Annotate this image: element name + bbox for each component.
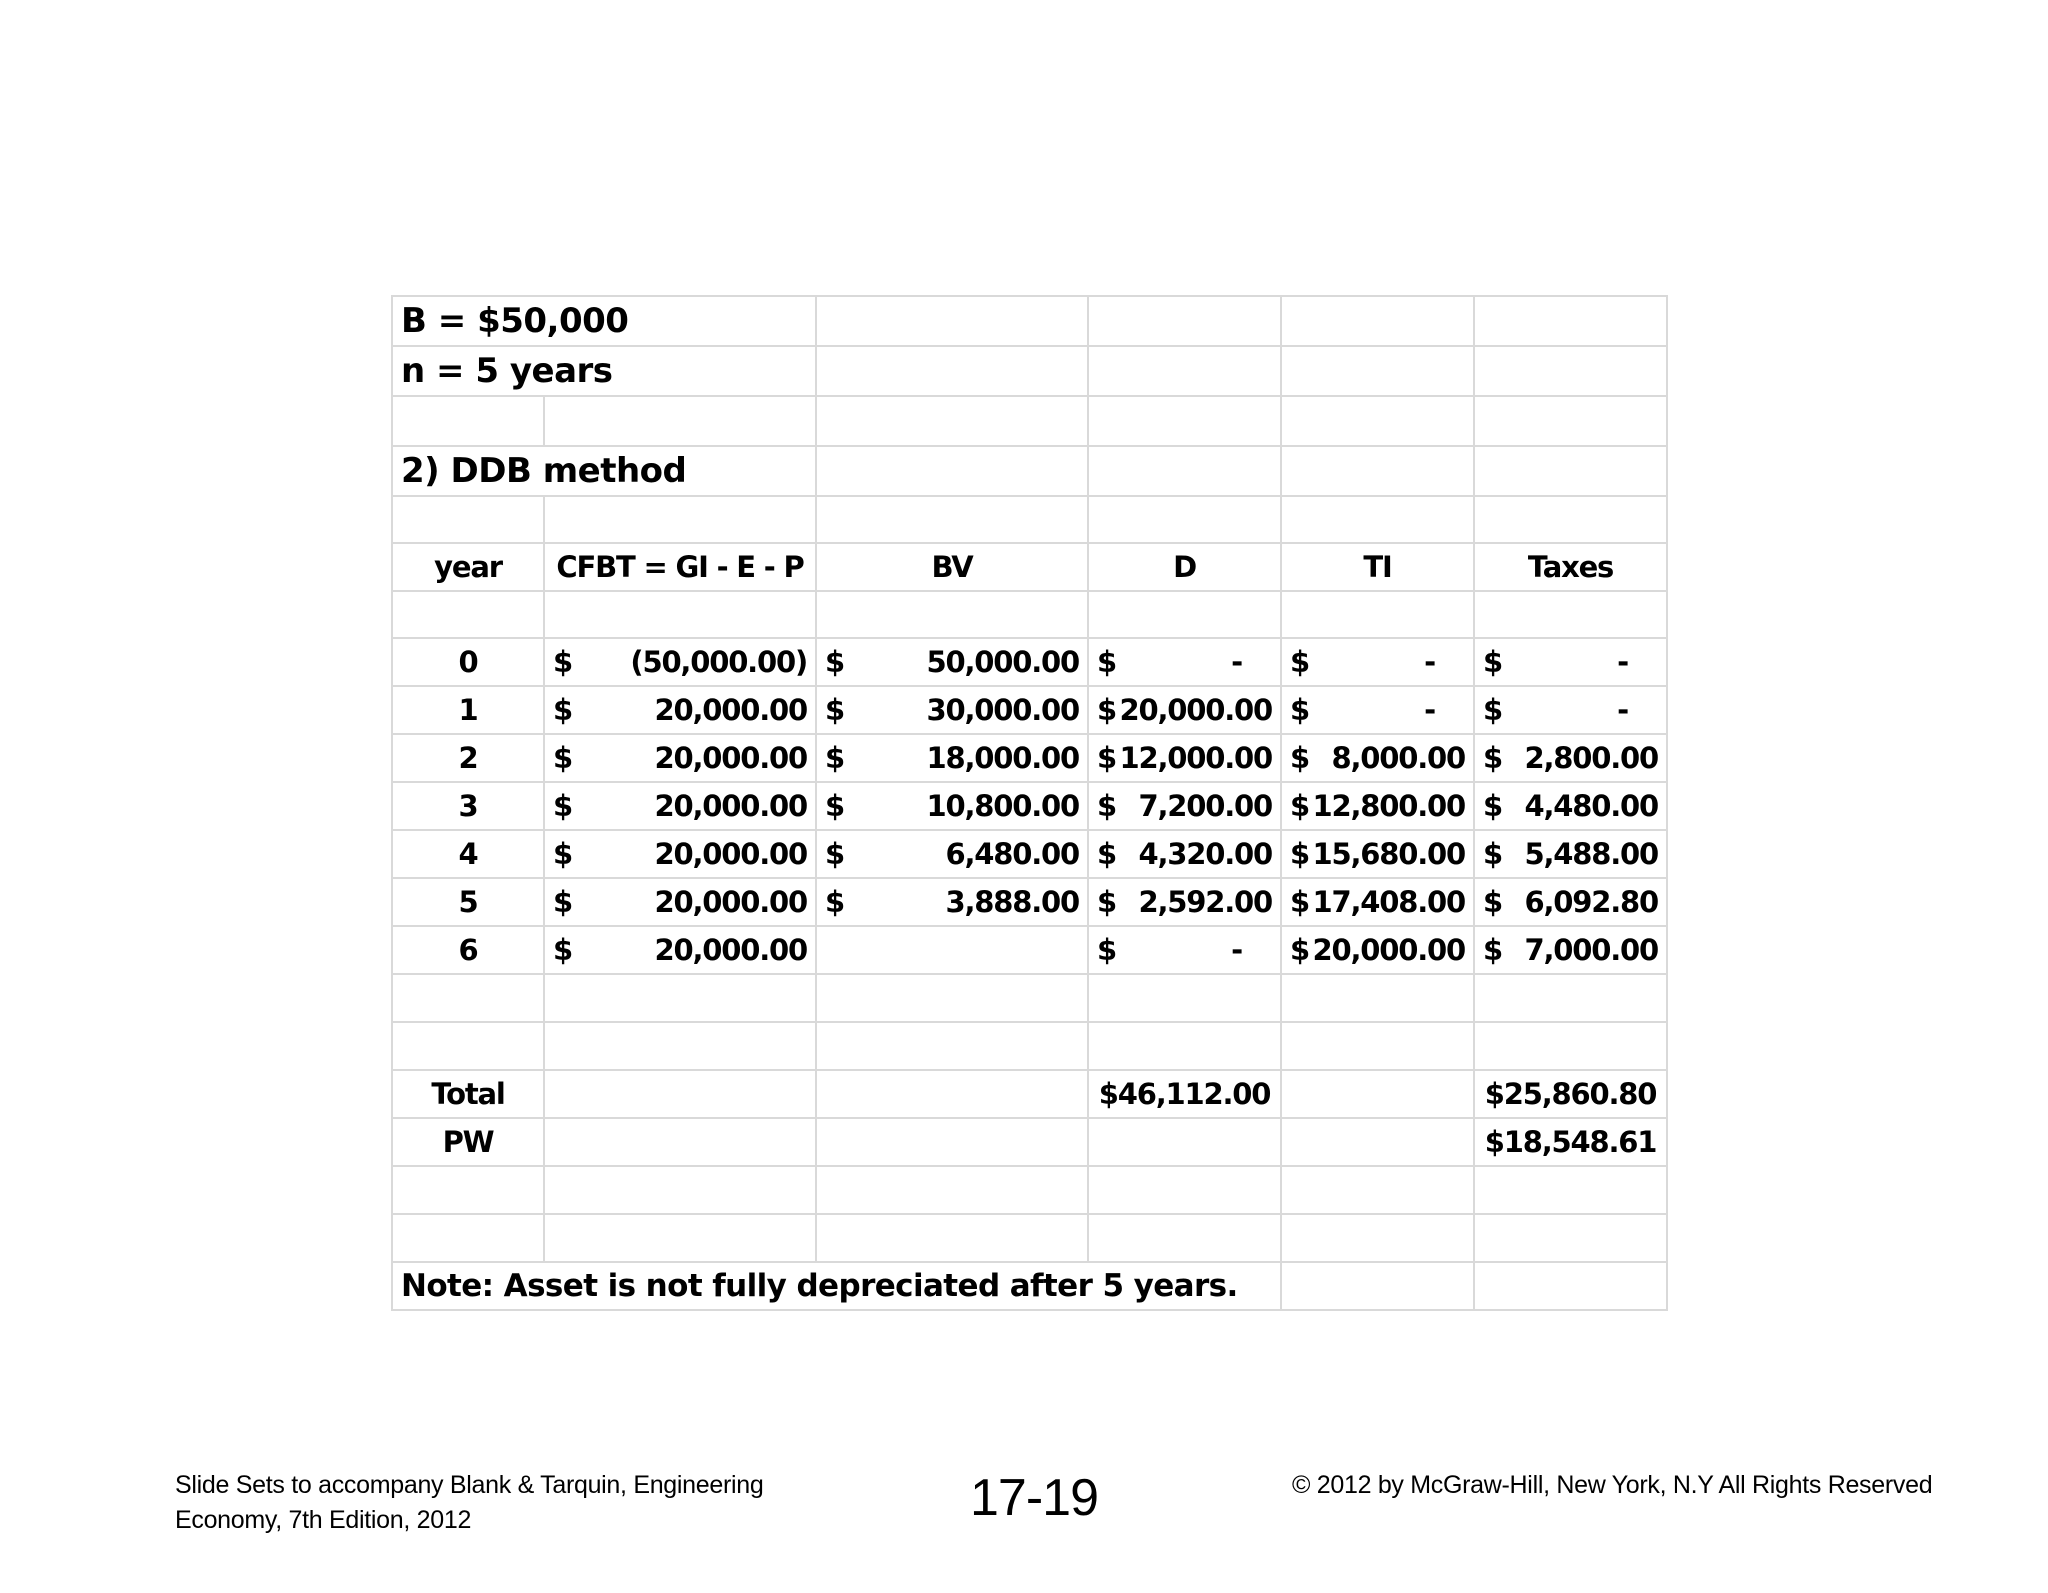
taxes-value: 2,800.00 xyxy=(1524,740,1658,775)
life-cell: n = 5 years xyxy=(392,346,816,396)
empty-cell xyxy=(1474,1262,1667,1310)
empty-cell xyxy=(392,974,544,1022)
d-cell xyxy=(1088,782,1281,830)
currency-symbol: $ xyxy=(1483,836,1502,871)
empty-cell xyxy=(1474,396,1667,446)
bv-value: 18,000.00 xyxy=(926,740,1079,775)
cfbt-value: 20,000.00 xyxy=(654,788,807,823)
empty-cell xyxy=(816,496,1088,543)
empty-cell xyxy=(1088,974,1281,1022)
ti-cell xyxy=(1281,686,1474,734)
empty-cell xyxy=(392,496,544,543)
currency-symbol: $ xyxy=(1290,788,1309,823)
currency-symbol: $ xyxy=(1483,932,1502,967)
empty-cell xyxy=(1088,296,1281,346)
year-cell: 2 xyxy=(392,734,544,782)
method-cell: 2) DDB method xyxy=(392,446,816,496)
bv-cell xyxy=(816,878,1088,926)
empty-cell xyxy=(1281,1166,1474,1214)
empty-cell xyxy=(816,296,1088,346)
taxes-cell xyxy=(1474,830,1667,878)
d-cell xyxy=(1088,686,1281,734)
year-cell: 6 xyxy=(392,926,544,974)
cfbt-value: 20,000.00 xyxy=(654,884,807,919)
empty-cell xyxy=(1474,346,1667,396)
d-value: 7,200.00 xyxy=(1138,788,1272,823)
bv-cell xyxy=(816,638,1088,686)
empty-cell xyxy=(1281,446,1474,496)
empty-cell xyxy=(544,974,816,1022)
currency-symbol: $ xyxy=(553,788,572,823)
total-row xyxy=(392,1070,1667,1118)
empty-cell xyxy=(816,1166,1088,1214)
ti-cell xyxy=(1281,830,1474,878)
empty-cell xyxy=(544,496,816,543)
note-cell: Note: Asset is not fully depreciated after 5 years. xyxy=(392,1262,1281,1310)
empty-cell xyxy=(816,1070,1088,1118)
header-d: D xyxy=(1088,543,1281,591)
d-cell xyxy=(1088,734,1281,782)
year-cell: 5 xyxy=(392,878,544,926)
empty-cell xyxy=(1281,296,1474,346)
bv-value: 6,480.00 xyxy=(945,836,1079,871)
empty-cell xyxy=(1088,446,1281,496)
ti-cell xyxy=(1281,926,1474,974)
currency-symbol: $ xyxy=(1097,884,1116,919)
empty-cell xyxy=(1281,496,1474,543)
empty-cell xyxy=(1088,346,1281,396)
ti-value: 15,680.00 xyxy=(1312,836,1465,871)
ti-cell xyxy=(1281,734,1474,782)
empty-cell xyxy=(544,1070,816,1118)
empty-cell xyxy=(544,591,816,638)
currency-symbol: $ xyxy=(553,884,572,919)
slide-number: 17-19 xyxy=(970,1469,1098,1527)
empty-cell xyxy=(1088,396,1281,446)
taxes-cell xyxy=(1474,734,1667,782)
cfbt-cell xyxy=(544,638,816,686)
taxes-value: 7,000.00 xyxy=(1524,932,1658,967)
empty-cell xyxy=(544,1022,816,1070)
footer-citation-line2: Economy, 7th Edition, 2012 xyxy=(175,1506,472,1534)
bv-value: 50,000.00 xyxy=(926,644,1079,679)
bv-value: 3,888.00 xyxy=(945,884,1079,919)
currency-symbol: $ xyxy=(825,884,844,919)
ti-value: - xyxy=(1424,644,1435,679)
currency-symbol: $ xyxy=(1483,884,1502,919)
table-row xyxy=(392,926,1667,974)
empty-cell xyxy=(544,1118,816,1166)
empty-cell xyxy=(392,1022,544,1070)
total-d: $46,112.00 xyxy=(1088,1070,1281,1118)
empty-cell xyxy=(816,974,1088,1022)
d-value: - xyxy=(1231,932,1242,967)
cfbt-cell xyxy=(544,878,816,926)
currency-symbol: $ xyxy=(1097,692,1116,727)
empty-cell xyxy=(544,396,816,446)
cfbt-cell xyxy=(544,926,816,974)
bv-value: 30,000.00 xyxy=(926,692,1079,727)
currency-symbol: $ xyxy=(1290,740,1309,775)
empty-cell xyxy=(392,591,544,638)
empty-cell xyxy=(544,1166,816,1214)
currency-symbol: $ xyxy=(1290,692,1309,727)
currency-symbol: $ xyxy=(1097,644,1116,679)
header-cfbt: CFBT = GI - E - P xyxy=(544,543,816,591)
currency-symbol: $ xyxy=(825,740,844,775)
empty-cell xyxy=(816,1214,1088,1262)
basis-cell: B = $50,000 xyxy=(392,296,816,346)
cfbt-cell xyxy=(544,782,816,830)
cfbt-value: 20,000.00 xyxy=(654,932,807,967)
empty-cell xyxy=(1088,1214,1281,1262)
cfbt-value: 20,000.00 xyxy=(654,836,807,871)
d-cell xyxy=(1088,638,1281,686)
empty-cell xyxy=(1088,1118,1281,1166)
ti-cell xyxy=(1281,782,1474,830)
taxes-value: 5,488.00 xyxy=(1524,836,1658,871)
taxes-value: 4,480.00 xyxy=(1524,788,1658,823)
currency-symbol: $ xyxy=(1483,644,1502,679)
taxes-cell xyxy=(1474,782,1667,830)
currency-symbol: $ xyxy=(1483,788,1502,823)
currency-symbol: $ xyxy=(1290,932,1309,967)
copyright-notice: © 2012 by McGraw-Hill, New York, N.Y All Rights Reserved xyxy=(1292,1471,1933,1499)
currency-symbol: $ xyxy=(825,836,844,871)
empty-cell xyxy=(816,1022,1088,1070)
empty-cell xyxy=(1474,1166,1667,1214)
year-cell: 0 xyxy=(392,638,544,686)
empty-cell xyxy=(1088,1166,1281,1214)
empty-cell xyxy=(1474,1022,1667,1070)
empty-cell xyxy=(1281,1214,1474,1262)
cfbt-value: 20,000.00 xyxy=(654,740,807,775)
empty-cell xyxy=(1281,1022,1474,1070)
pw-label: PW xyxy=(392,1118,544,1166)
currency-symbol: $ xyxy=(1097,740,1116,775)
pw-row xyxy=(392,1118,1667,1166)
pw-taxes: $18,548.61 xyxy=(1474,1118,1667,1166)
year-cell: 4 xyxy=(392,830,544,878)
header-row xyxy=(392,543,1667,591)
taxes-cell xyxy=(1474,686,1667,734)
table-row xyxy=(392,830,1667,878)
currency-symbol: $ xyxy=(1097,788,1116,823)
ti-value: 20,000.00 xyxy=(1312,932,1465,967)
currency-symbol: $ xyxy=(1290,884,1309,919)
bv-cell xyxy=(816,926,1088,974)
table-row xyxy=(392,638,1667,686)
currency-symbol: $ xyxy=(1483,692,1502,727)
header-taxes: Taxes xyxy=(1474,543,1667,591)
cfbt-value: 20,000.00 xyxy=(654,692,807,727)
empty-cell xyxy=(1474,974,1667,1022)
currency-symbol: $ xyxy=(553,740,572,775)
empty-cell xyxy=(816,591,1088,638)
currency-symbol: $ xyxy=(825,692,844,727)
currency-symbol: $ xyxy=(1290,836,1309,871)
table-row xyxy=(392,878,1667,926)
year-cell: 3 xyxy=(392,782,544,830)
empty-cell xyxy=(1281,974,1474,1022)
d-cell xyxy=(1088,926,1281,974)
empty-cell xyxy=(544,1214,816,1262)
empty-cell xyxy=(392,1166,544,1214)
footer-citation xyxy=(175,1468,815,1538)
header-year: year xyxy=(392,543,544,591)
d-value: 12,000.00 xyxy=(1119,740,1272,775)
empty-cell xyxy=(392,396,544,446)
cfbt-cell xyxy=(544,734,816,782)
header-ti: TI xyxy=(1281,543,1474,591)
ti-value: 8,000.00 xyxy=(1331,740,1465,775)
empty-cell xyxy=(816,396,1088,446)
empty-cell xyxy=(1281,1070,1474,1118)
empty-cell xyxy=(1474,446,1667,496)
empty-cell xyxy=(1088,1022,1281,1070)
table-row xyxy=(392,782,1667,830)
taxes-cell xyxy=(1474,638,1667,686)
currency-symbol: $ xyxy=(1290,644,1309,679)
ti-cell xyxy=(1281,878,1474,926)
table-row xyxy=(392,686,1667,734)
empty-cell xyxy=(1474,496,1667,543)
year-cell: 1 xyxy=(392,686,544,734)
empty-cell xyxy=(816,446,1088,496)
cfbt-cell xyxy=(544,830,816,878)
table-row xyxy=(392,734,1667,782)
empty-cell xyxy=(1088,591,1281,638)
taxes-value: - xyxy=(1617,644,1628,679)
bv-cell xyxy=(816,734,1088,782)
taxes-cell xyxy=(1474,926,1667,974)
empty-cell xyxy=(1281,1262,1474,1310)
empty-cell xyxy=(816,1118,1088,1166)
ti-cell xyxy=(1281,638,1474,686)
currency-symbol: $ xyxy=(1097,932,1116,967)
currency-symbol: $ xyxy=(825,644,844,679)
ti-value: - xyxy=(1424,692,1435,727)
empty-cell xyxy=(1474,591,1667,638)
empty-cell xyxy=(1281,346,1474,396)
empty-cell xyxy=(816,346,1088,396)
bv-value: 10,800.00 xyxy=(926,788,1079,823)
currency-symbol: $ xyxy=(825,788,844,823)
cfbt-cell xyxy=(544,686,816,734)
currency-symbol: $ xyxy=(1097,836,1116,871)
taxes-cell xyxy=(1474,878,1667,926)
currency-symbol: $ xyxy=(553,692,572,727)
ti-value: 17,408.00 xyxy=(1312,884,1465,919)
footer-citation-line1: Slide Sets to accompany Blank & Tarquin, Engineering xyxy=(175,1471,764,1499)
d-value: 2,592.00 xyxy=(1138,884,1272,919)
d-value: 4,320.00 xyxy=(1138,836,1272,871)
empty-cell xyxy=(1281,1118,1474,1166)
bv-cell xyxy=(816,830,1088,878)
currency-symbol: $ xyxy=(553,932,572,967)
header-bv: BV xyxy=(816,543,1088,591)
currency-symbol: $ xyxy=(553,644,572,679)
empty-cell xyxy=(1474,1214,1667,1262)
d-cell xyxy=(1088,830,1281,878)
ti-value: 12,800.00 xyxy=(1312,788,1465,823)
taxes-value: 6,092.80 xyxy=(1524,884,1658,919)
taxes-value: - xyxy=(1617,692,1628,727)
spreadsheet-table xyxy=(391,295,1668,1311)
empty-cell xyxy=(1281,396,1474,446)
currency-symbol: $ xyxy=(553,836,572,871)
bv-cell xyxy=(816,686,1088,734)
empty-cell xyxy=(392,1214,544,1262)
d-cell xyxy=(1088,878,1281,926)
total-taxes: $25,860.80 xyxy=(1474,1070,1667,1118)
empty-cell xyxy=(1088,496,1281,543)
empty-cell xyxy=(1281,591,1474,638)
bv-cell xyxy=(816,782,1088,830)
total-label: Total xyxy=(392,1070,544,1118)
cfbt-value: (50,000.00) xyxy=(630,644,807,679)
d-value: - xyxy=(1231,644,1242,679)
d-value: 20,000.00 xyxy=(1119,692,1272,727)
empty-cell xyxy=(1474,296,1667,346)
currency-symbol: $ xyxy=(1483,740,1502,775)
